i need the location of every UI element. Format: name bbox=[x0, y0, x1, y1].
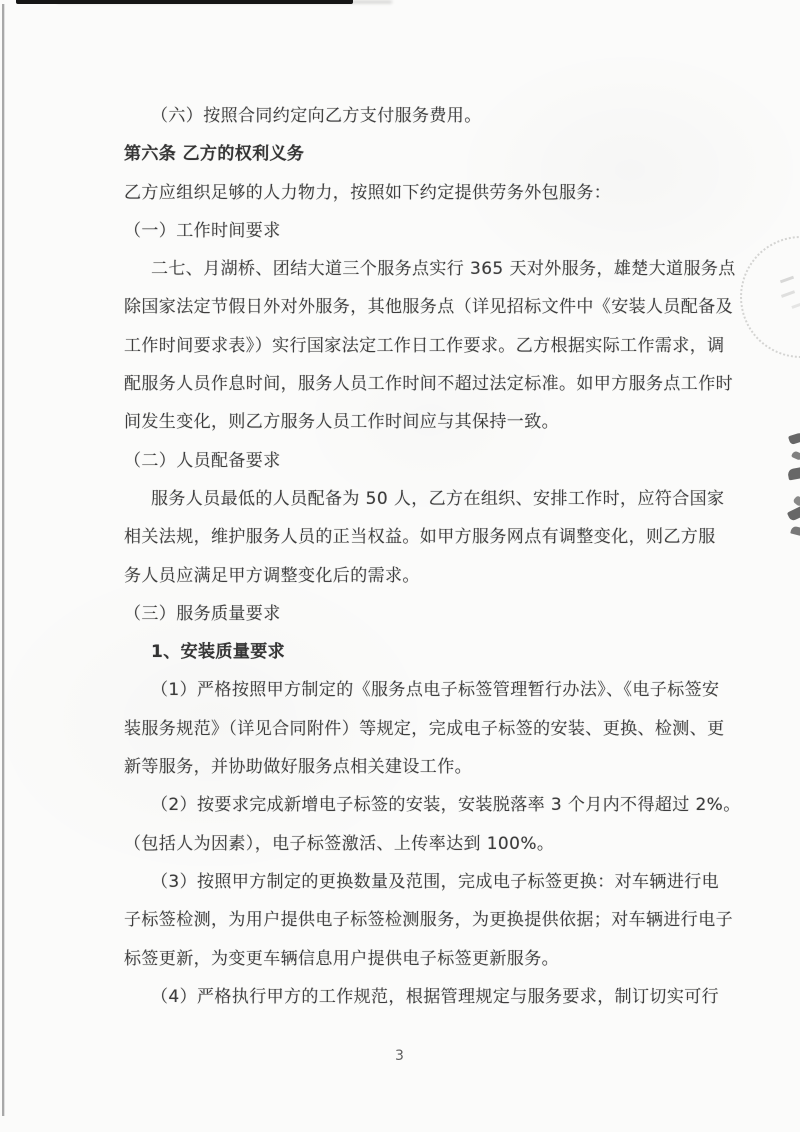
stamp-fragment bbox=[792, 495, 800, 507]
text-line: 装服务规范》（详见合同附件）等规定，完成电子标签的安装、更换、检测、更 bbox=[124, 718, 725, 739]
text-line: 子标签检测，为用户提供电子标签检测服务，为更换提供依据；对车辆进行电子 bbox=[124, 910, 733, 931]
text-line: （3）按照甲方制定的更换数量及范围，完成电子标签更换：对车辆进行电 bbox=[151, 871, 720, 892]
text-line: 务人员应满足甲方调整变化后的需求。 bbox=[124, 565, 420, 586]
text-line: 标签更新，为变更车辆信息用户提供电子标签更新服务。 bbox=[124, 948, 559, 969]
stamp-fragment bbox=[790, 526, 800, 537]
text-line: （一）工作时间要求 bbox=[124, 220, 281, 241]
seal-stamp-partial bbox=[729, 225, 800, 370]
text-line: （六）按照合同约定向乙方支付服务费用。 bbox=[151, 106, 482, 126]
page-number: 3 bbox=[395, 1048, 405, 1064]
stamp-fragment bbox=[787, 467, 800, 481]
text-line: 服务人员最低的人员配备为 50 人，乙方在组织、安排工作时，应符合国家 bbox=[151, 488, 725, 509]
text-line: 配服务人员作息时间，服务人员工作时间不超过法定标准。如甲方服务点工作时 bbox=[124, 374, 733, 395]
heading-line: 第六条 乙方的权利义务 bbox=[124, 144, 305, 165]
text-line: 乙方应组织足够的人力物力，按照如下约定提供劳务外包服务： bbox=[124, 182, 612, 203]
stamp-fragment bbox=[787, 504, 800, 522]
text-line: 二七、月湖桥、团结大道三个服务点实行 365 天对外服务，雄楚大道服务点 bbox=[151, 259, 736, 280]
text-line: 相关法规，维护服务人员的正当权益。如甲方服务网点有调整变化，则乙方服 bbox=[124, 527, 716, 548]
text-line: （2）按要求完成新增电子标签的安装，安装脱落率 3 个月内不得超过 2%。 bbox=[151, 795, 741, 816]
stamp-fragment bbox=[788, 432, 800, 445]
text-line: 工作时间要求表》）实行国家法定工作日工作要求。乙方根据实际工作需求，调 bbox=[124, 335, 725, 356]
text-line: （4）严格执行甲方的工作规范，根据管理规定与服务要求，制订切实可行 bbox=[151, 986, 720, 1007]
text-line: （1）严格按照甲方制定的《服务点电子标签管理暂行办法》、《电子标签安 bbox=[151, 680, 720, 701]
text-line: 新等服务，并协助做好服务点相关建设工作。 bbox=[124, 757, 472, 778]
stamp-fragment bbox=[791, 450, 800, 460]
document-lines bbox=[124, 97, 741, 1016]
text-line: 间发生变化，则乙方服务人员工作时间应与其保持一致。 bbox=[124, 412, 559, 433]
text-line: （三）服务质量要求 bbox=[124, 603, 281, 624]
scan-top-edge-artifact bbox=[16, 0, 353, 4]
text-line: （包括人为因素），电子标签激活、上传率达到 100%。 bbox=[124, 833, 555, 854]
heading-line: 1、安装质量要求 bbox=[151, 642, 286, 663]
scan-left-edge-line bbox=[2, 4, 4, 1116]
text-line: （二）人员配备要求 bbox=[124, 450, 281, 471]
text-line: 除国家法定节假日外对外服务，其他服务点（详见招标文件中《安装人员配备及 bbox=[124, 297, 733, 318]
